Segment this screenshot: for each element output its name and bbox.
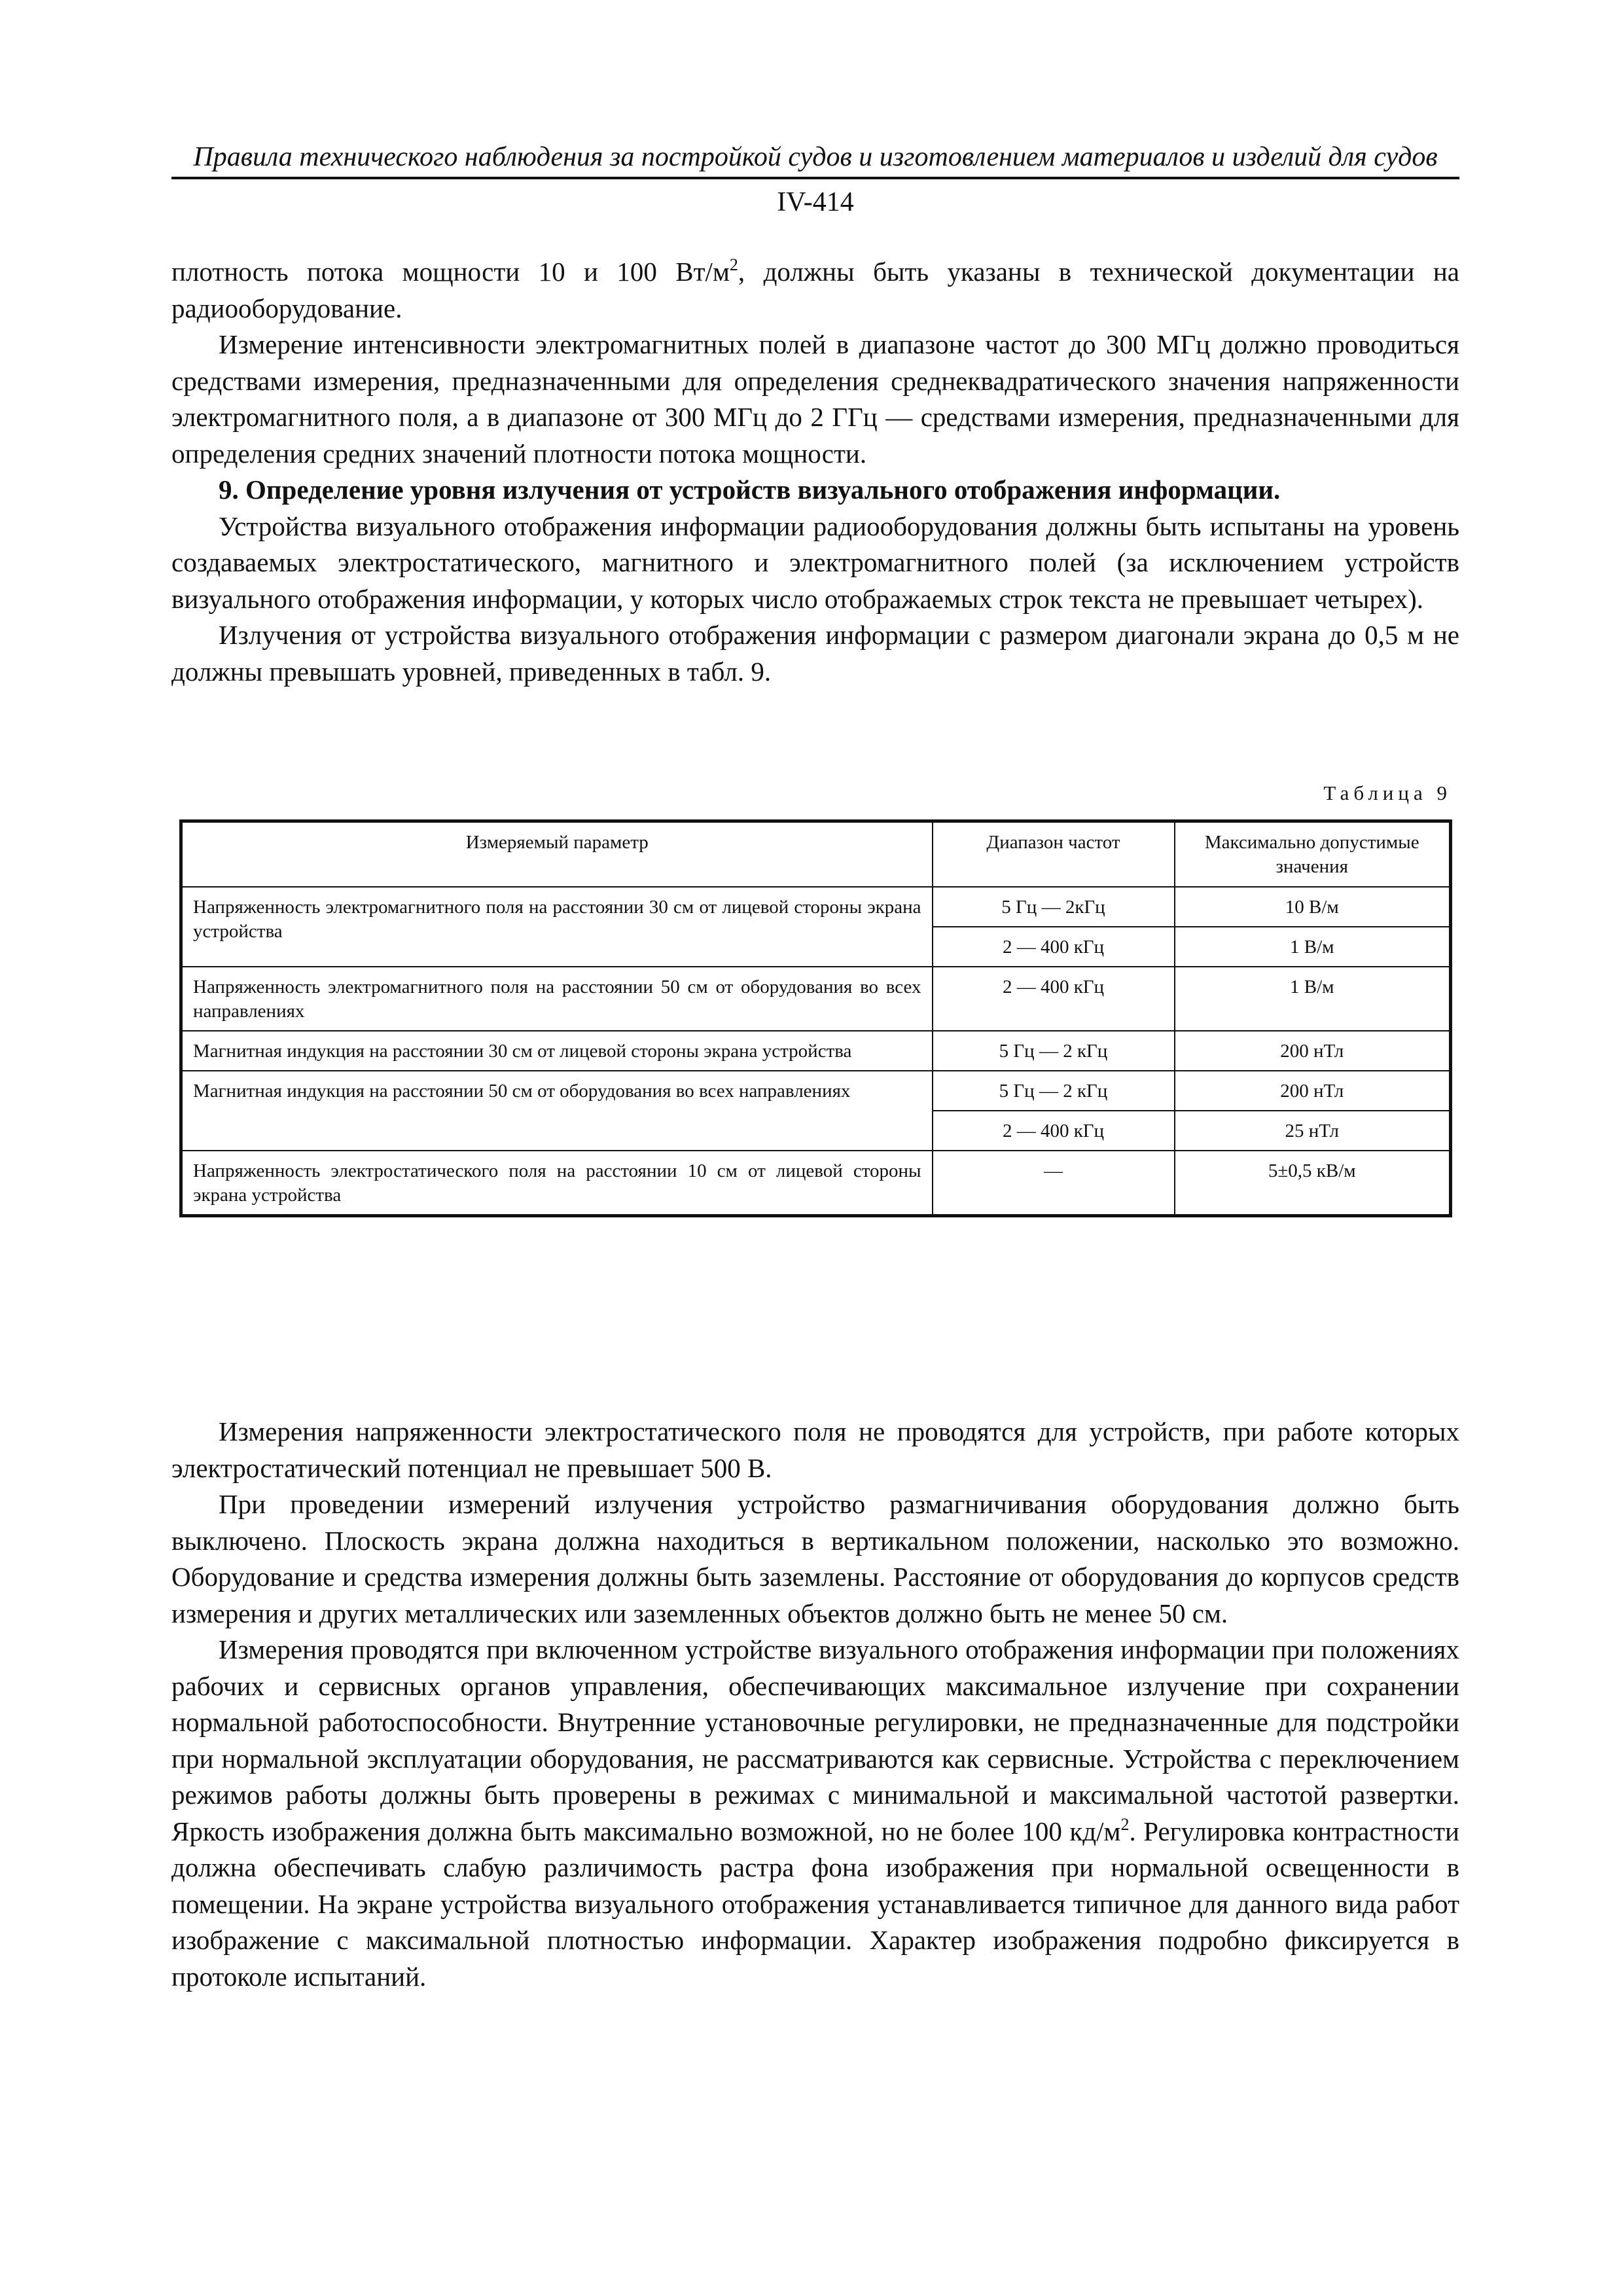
p7-text-after: . Регулировка контрастности должна обеспечивать слабую различимость растра фона изображения при нормальной освещенности в помещении. На экране устройства визуального отображения устанавливается типичное для данного вида работ изображение с максимальной плотностью информации. Характер изображения подробно фиксируется в протоколе испытаний. [171, 1816, 1459, 1992]
param-cell: Магнитная индукция на расстоянии 50 см от оборудования во всех направлениях [181, 1071, 933, 1151]
section-heading-9: 9. Определение уровня излучения от устройств визуального отображения информации. [219, 475, 1281, 505]
p1-text-after: , должны быть указаны в технической документации на радиооборудование. [171, 257, 1460, 323]
running-header-title: Правила технического наблюдения за постройкой судов и изготовлением материалов и изделий для судов [193, 142, 1438, 172]
p1-text-before: плотность потока мощности 10 и 100 Вт/м [171, 257, 730, 287]
emission-limits-table [179, 819, 1452, 1217]
header-rule [171, 177, 1459, 179]
paragraph-test-procedure [171, 1632, 1459, 1995]
value-cell: 200 нТл [1175, 1031, 1451, 1071]
p7-text-before: Измерения проводятся при включенном устройстве визуального отображения информации при положениях рабочих и сервисных органов управления, обеспечивающих максимальное излучение при сохранении нормальной работоспособности. Внутренние установочные регулировки, не предназначенные для подстройки при нормальной эксплуатации оборудования, не рассматриваются как сервисные. Устройства с переключением режимов работы должны быть проверены в режимах с минимальной и максимальной частотой развертки. Яркость изображения должна быть максимально возможной, но не более 100 кд/м [171, 1634, 1459, 1846]
page-number: IV-414 [777, 187, 854, 217]
paragraph-measurement-conditions: При проведении измерений излучения устройство размагничивания оборудования должно быть выключено. Плоскость экрана должна находиться в вертикальном положении, насколько это возможно. Оборудование и средства измерения должны быть заземлены. Расстояние от оборудования до корпусов средств измерения и других металлических или заземленных объектов должно быть не менее 50 см. [171, 1489, 1459, 1628]
table-header-row [181, 821, 1451, 888]
header-parameter: Измеряемый параметр [181, 821, 933, 888]
value-cell: 10 В/м [1175, 887, 1451, 927]
value-cell: 5±0,5 кВ/м [1175, 1151, 1451, 1216]
value-cell: 25 нТл [1175, 1111, 1451, 1151]
param-cell: Магнитная индукция на расстоянии 30 см от лицевой стороны экрана устройства [181, 1031, 933, 1071]
table-row [181, 887, 1451, 927]
value-cell: 200 нТл [1175, 1071, 1451, 1111]
table-row [181, 1151, 1451, 1216]
value-cell: 1 В/м [1175, 927, 1451, 967]
table-row [181, 1031, 1451, 1071]
range-cell: 2 — 400 кГц [933, 1111, 1175, 1151]
range-cell: 5 Гц — 2 кГц [933, 1071, 1175, 1111]
paragraph-continued [171, 254, 1459, 327]
param-cell: Напряженность электромагнитного поля на расстоянии 50 см от оборудования во всех направлениях [181, 967, 933, 1031]
range-cell: 5 Гц — 2кГц [933, 887, 1175, 927]
range-cell: — [933, 1151, 1175, 1216]
paragraph-emission-limits: Излучения от устройства визуального отображения информации с размером диагонали экрана до 0,5 м не должны превышать уровней, приведенных в табл. 9. [171, 620, 1459, 687]
header-frequency-range: Диапазон частот [933, 821, 1175, 888]
table-caption: Таблица 9 [1323, 781, 1452, 804]
range-cell: 2 — 400 кГц [933, 967, 1175, 1031]
p1-superscript: 2 [729, 255, 738, 274]
param-cell: Напряженность электростатического поля на расстоянии 10 см от лицевой стороны экрана устройства [181, 1151, 933, 1216]
table-row [181, 1071, 1451, 1111]
top-text-block [171, 254, 1459, 690]
paragraph-display-devices: Устройства визуального отображения информации радиооборудования должны быть испытаны на уровень создаваемых электростатического, магнитного и электромагнитного полей (за исключением устройств визуального отображения информации, у которых число отображаемых строк текста не превышает четырех). [171, 511, 1459, 614]
param-cell: Напряженность электромагнитного поля на расстоянии 30 см от лицевой стороны экрана устройства [181, 887, 933, 967]
value-cell: 1 В/м [1175, 967, 1451, 1031]
range-cell: 5 Гц — 2 кГц [933, 1031, 1175, 1071]
range-cell: 2 — 400 кГц [933, 927, 1175, 967]
table-row [181, 967, 1451, 1031]
p7-superscript: 2 [1120, 1814, 1130, 1834]
bottom-text-block [171, 1414, 1459, 1995]
paragraph-measurement-means: Измерение интенсивности электромагнитных полей в диапазоне частот до 300 МГц должно проводиться средствами измерения, предназначенными для определения среднеквадратического значения напряженности электромагнитного поля, а в диапазоне от 300 МГц до 2 ГГц — средствами измерения, предназначенными для определения средних значений плотности потока мощности. [171, 329, 1459, 469]
paragraph-electrostatic: Измерения напряженности электростатического поля не проводятся для устройств, при работе которых электростатический потенциал не превышает 500 В. [171, 1416, 1459, 1483]
header-max-values: Максимально допустимые значения [1175, 821, 1451, 888]
